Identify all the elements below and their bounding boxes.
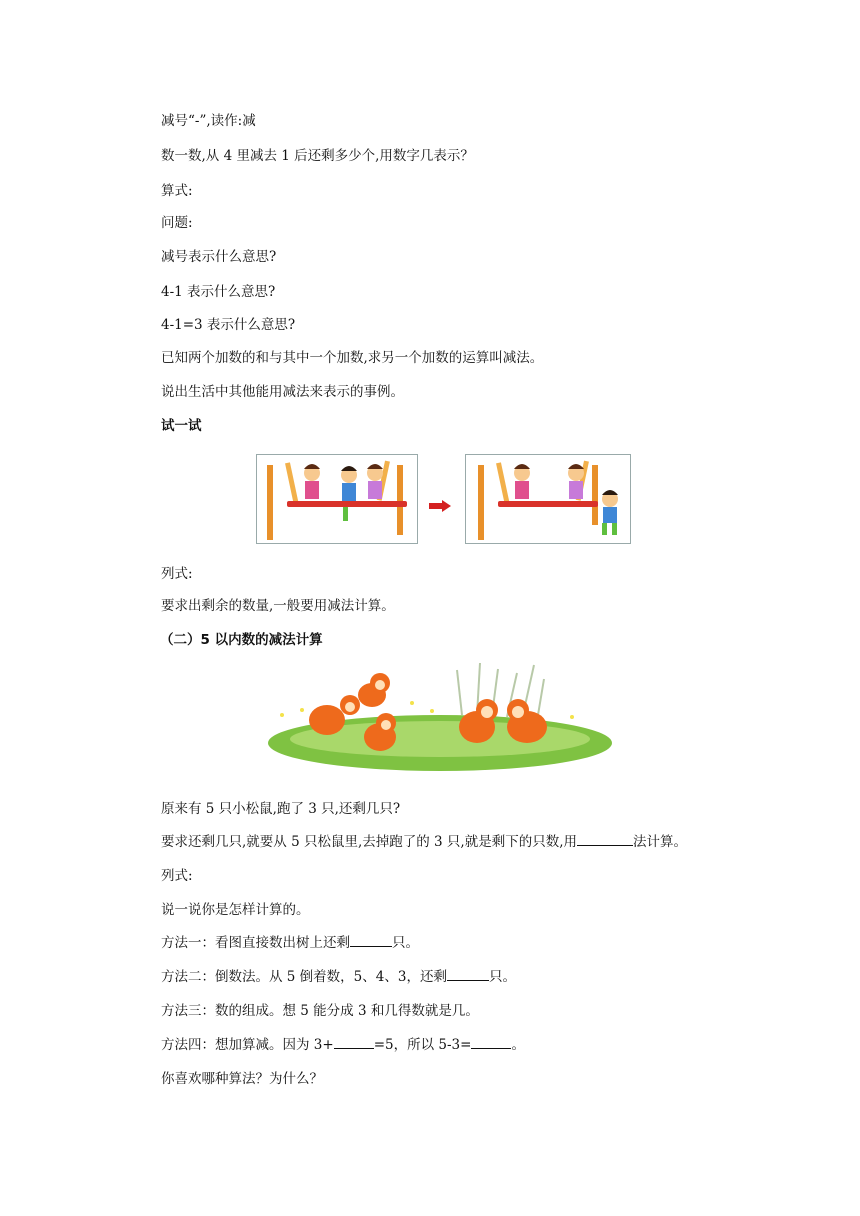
method-2-tail: 只。 xyxy=(488,969,516,985)
squirrels-picture xyxy=(262,655,617,775)
operation-blank[interactable] xyxy=(577,833,633,846)
line-method-4 xyxy=(161,1036,525,1054)
line-expression-label-1: 列式: xyxy=(161,566,193,582)
method-2-text: 方法二：倒数法。从 5 倒着数，5、4、3，还剩 xyxy=(161,969,447,985)
line-method-3: 方法三：数的组成。想 5 能分成 3 和几得数就是几。 xyxy=(161,1003,479,1019)
method-4-blank-1[interactable] xyxy=(334,1036,374,1049)
method-4-text: 方法四：想加算减。因为 3+ xyxy=(161,1037,334,1053)
method-4-blank-2[interactable] xyxy=(471,1036,511,1049)
line-minus-meaning: 减号表示什么意思? xyxy=(161,249,277,265)
line-subtraction-definition: 已知两个加数的和与其中一个加数,求另一个加数的运算叫减法。 xyxy=(161,350,544,366)
line-life-examples: 说出生活中其他能用减法来表示的事例。 xyxy=(161,384,404,400)
line-4-1-3-meaning: 4-1=3 表示什么意思? xyxy=(161,317,296,333)
swing-picture-after xyxy=(465,454,631,544)
method-2-blank[interactable] xyxy=(447,968,489,981)
line-minus-sign: 减号“-”,读作:减 xyxy=(161,113,256,129)
line-count-question: 数一数,从 4 里减去 1 后还剩多少个,用数字几表示？ xyxy=(161,148,474,164)
remaining-explanation-tail: 法计算。 xyxy=(633,834,688,850)
line-4-1-meaning: 4-1 表示什么意思? xyxy=(161,284,276,300)
right-arrow-icon xyxy=(429,500,451,512)
heading-subtraction-within-5: （二）5 以内数的减法计算 xyxy=(160,632,323,648)
line-remaining-quantity: 要求出剩余的数量,一般要用减法计算。 xyxy=(161,598,395,614)
line-method-1 xyxy=(161,934,419,952)
method-4-tail: 。 xyxy=(511,1037,525,1053)
line-method-2 xyxy=(161,968,516,986)
swing-picture-before xyxy=(256,454,418,544)
line-question-label: 问题: xyxy=(161,215,193,231)
heading-try-it: 试一试 xyxy=(161,418,202,434)
line-which-method: 你喜欢哪种算法？为什么？ xyxy=(161,1071,323,1087)
line-remaining-explanation xyxy=(161,833,687,851)
method-1-text: 方法一：看图直接数出树上还剩 xyxy=(161,935,350,951)
method-1-blank[interactable] xyxy=(350,934,392,947)
method-1-tail: 只。 xyxy=(392,935,419,951)
line-expression-label-2: 列式: xyxy=(161,868,193,884)
line-how-you-calculate: 说一说你是怎样计算的。 xyxy=(161,902,310,918)
remaining-explanation-text: 要求还剩几只,就要从 5 只松鼠里,去掉跑了的 3 只,就是剩下的只数,用 xyxy=(161,834,578,850)
line-squirrel-problem: 原来有 5 只小松鼠,跑了 3 只,还剩几只? xyxy=(161,801,401,817)
method-4-middle: =5，所以 5-3= xyxy=(373,1037,472,1053)
line-formula-label: 算式: xyxy=(161,183,193,199)
